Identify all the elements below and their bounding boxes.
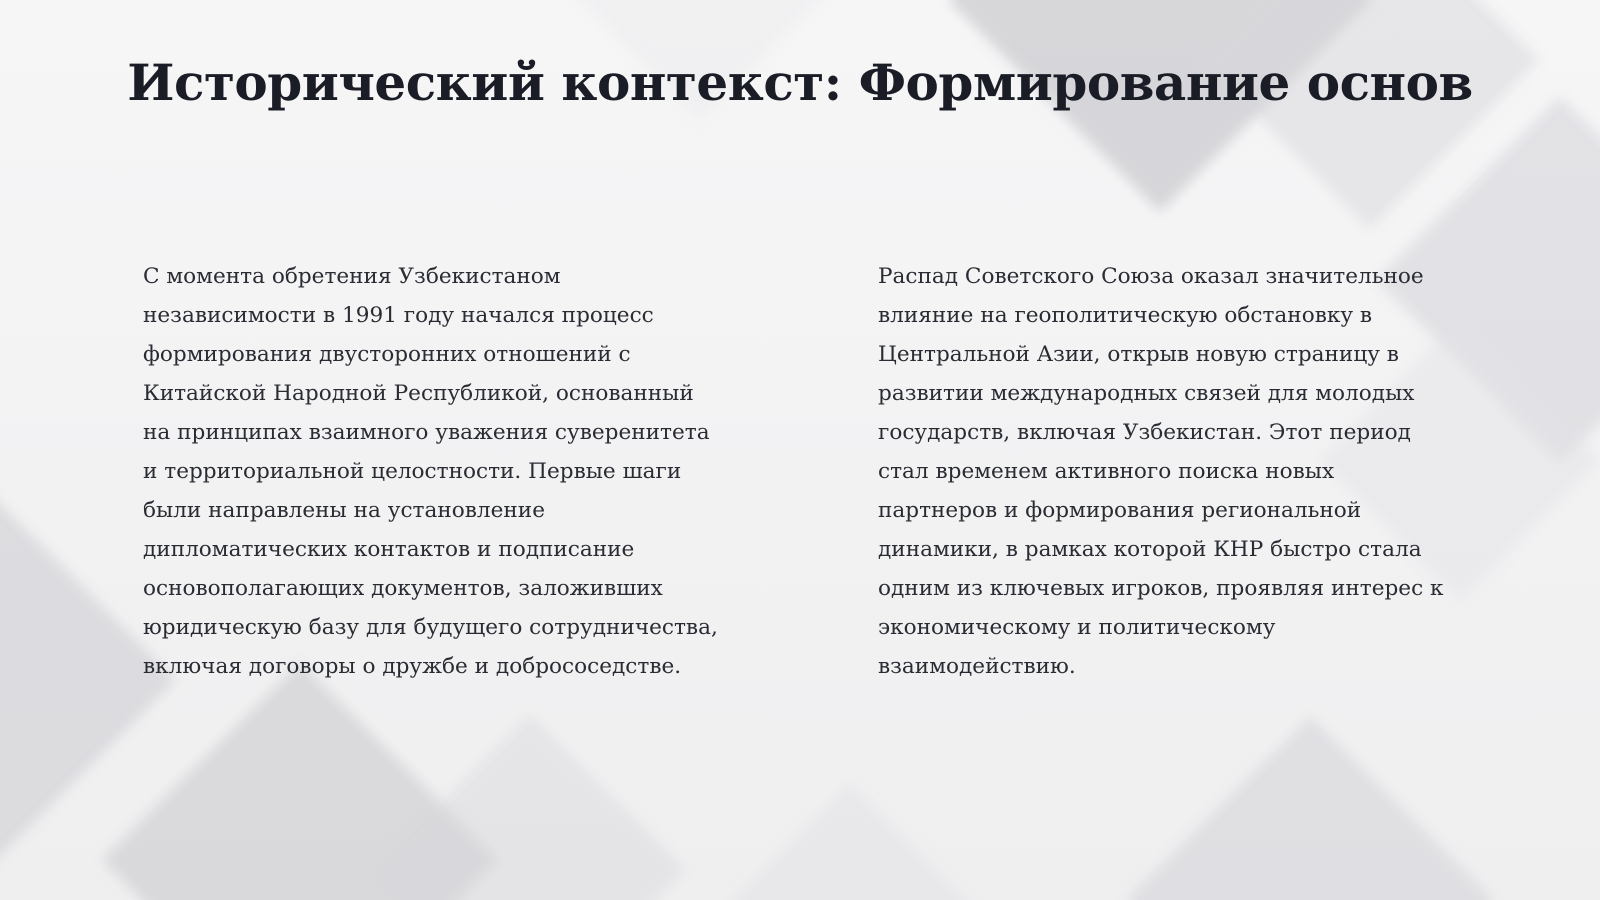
background-shape bbox=[723, 783, 978, 900]
background-shape bbox=[1126, 716, 1494, 900]
left-column-text: С момента обретения Узбекистаном независимости в 1991 году начался процесс формирования двусторонних отношений с Китайской Народной Республикой, основанный на принципах взаимного уважения суверенитета и территориальной целостности. Первые шаги были направлены на установление дипломатических контактов и подписание основополагающих документов, заложивших юридическую базу для будущего сотрудничества, включая договоры о дружбе и добрососедстве. bbox=[143, 264, 718, 679]
slide-title: Исторический контекст: Формирование основ bbox=[127, 53, 1473, 112]
right-column-text: Распад Советского Союза оказал значительное влияние на геополитическую обстановку в Центральной Азии, открыв новую страницу в развитии международных связей для молодых государств, включая Узбекистан. Этот период стал временем активного поиска новых партнеров и формирования региональной динамики, в рамках которой КНР быстро стала одним из ключевых игроков, проявляя интерес к экономическому и политическому взаимодействию. bbox=[878, 264, 1444, 679]
